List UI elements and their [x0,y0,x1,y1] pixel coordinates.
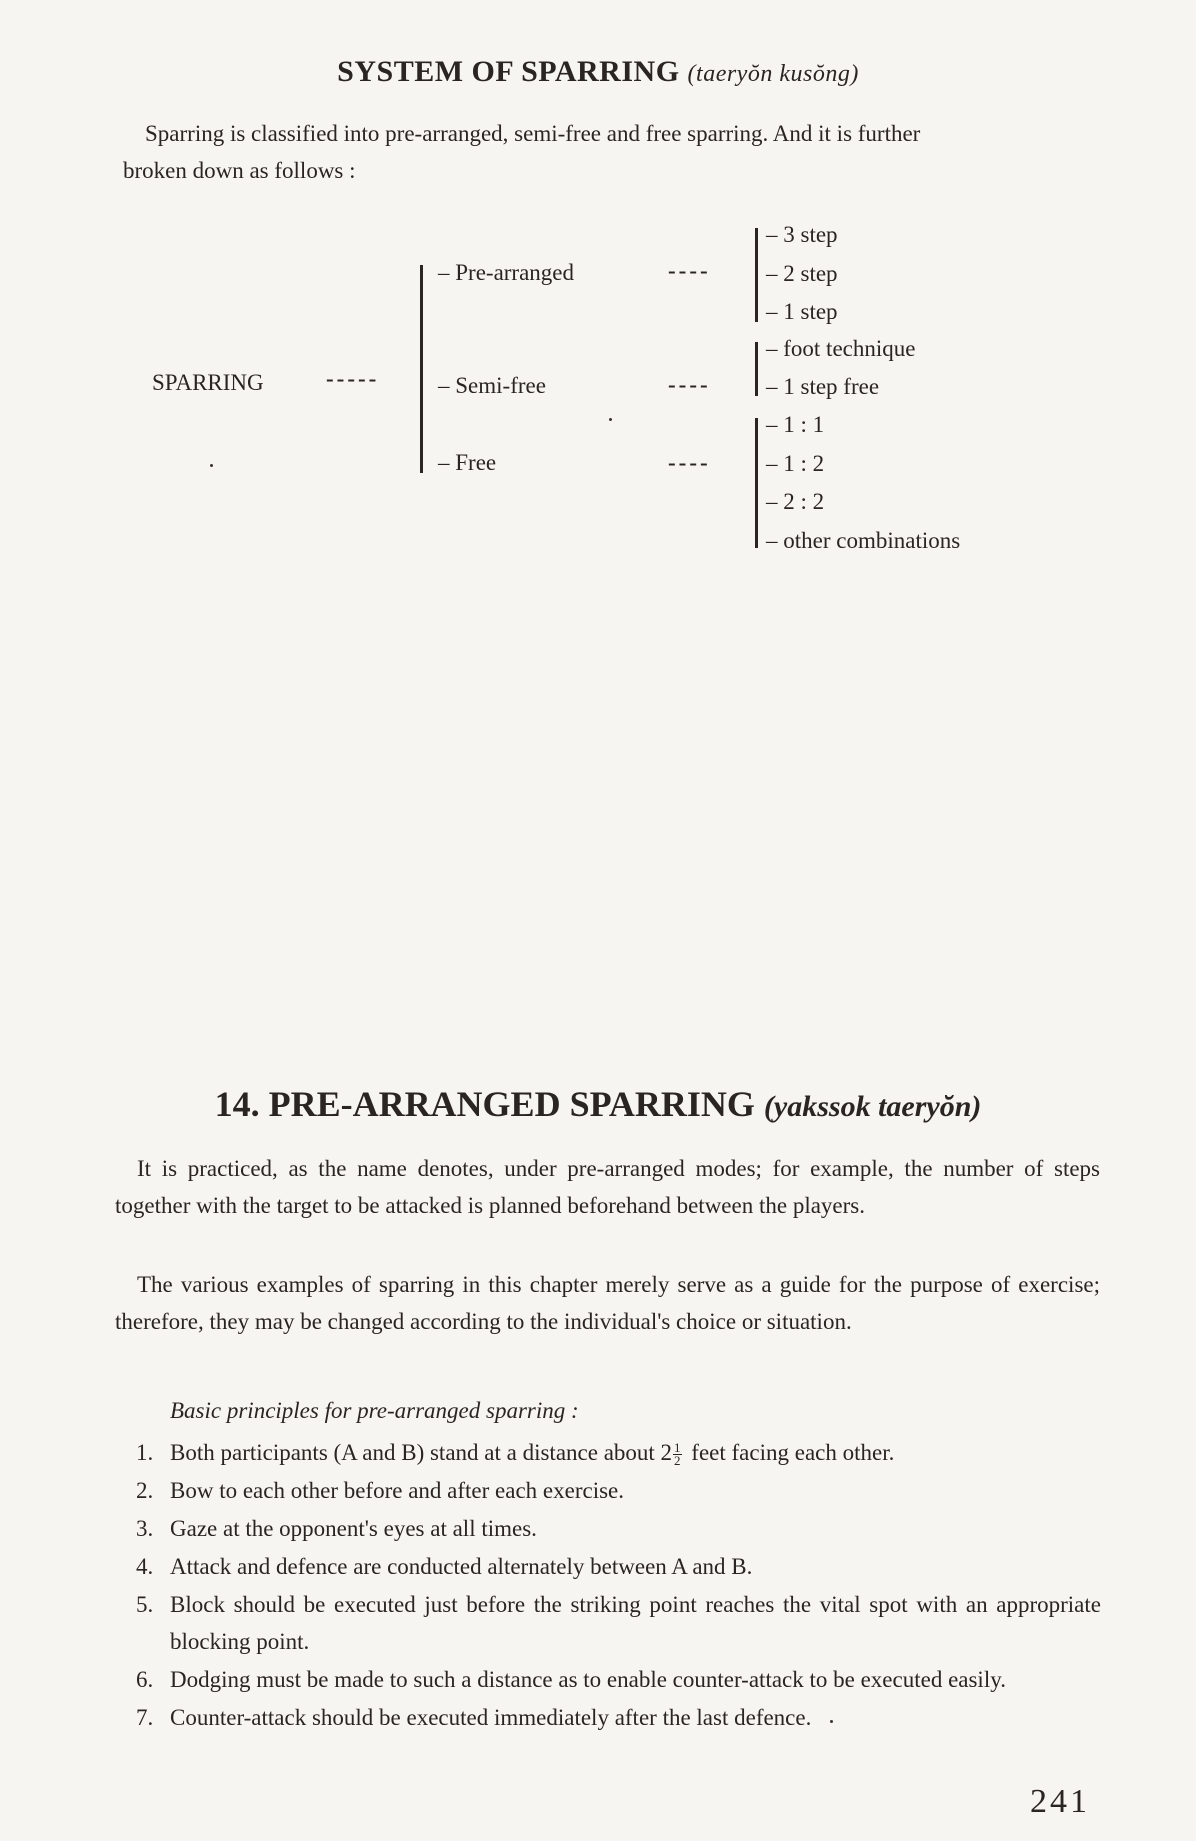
list-text-part: feet facing each other. [685,1440,895,1465]
branch-free: – Free [438,450,497,475]
list-item [136,1548,1101,1585]
list-number: 1. [136,1440,154,1465]
print-speck [609,418,612,421]
fraction-denominator: 2 [674,1453,681,1469]
paragraph-text: It is practiced, as the name denotes, under pre-arranged modes; for example, the number of steps together with the target to be attacked is planned beforehand between the players. [115,1156,1100,1218]
page-number: 241 [1030,1783,1090,1820]
branch-semi-free: – Semi-free [438,373,546,398]
list-text: Bow to each other before and after each exercise. [170,1478,625,1503]
list-item [136,1510,1101,1547]
branch-pre-arranged-connector: ---- [668,258,711,283]
principles-heading: Basic principles for pre-arranged sparring : [170,1398,579,1423]
leaf-1-step: – 1 step [766,299,838,324]
list-number: 6. [136,1667,154,1692]
list-item [136,1434,1101,1471]
paragraph-description [115,1150,1100,1224]
list-text: Dodging must be made to such a distance as to enable counter-attack to be executed easily. [170,1667,1006,1692]
leaf-other-combinations: – other combinations [766,528,961,553]
tree-root-connector: ----- [326,366,380,391]
list-item [136,1586,1101,1660]
list-text: Block should be executed just before the striking point reaches the vital spot with an appropriate blocking point. [170,1592,1101,1654]
list-number: 2. [136,1478,154,1503]
list-item [136,1699,1101,1736]
list-item [136,1661,1101,1698]
branch-semi-free-connector: ---- [668,372,711,397]
fraction-half [673,1442,682,1467]
leaf-1-to-2: – 1 : 2 [766,451,825,476]
list-number: 4. [136,1554,154,1579]
tree-branch-bracket [420,265,423,473]
list-item [136,1472,1101,1509]
leaf-2-to-2: – 2 : 2 [766,489,825,514]
leaf-1-to-1: – 1 : 1 [766,412,825,437]
list-text: Attack and defence are conducted alternately between A and B. [170,1554,753,1579]
title-main: 14. PRE-ARRANGED SPARRING [214,1084,755,1124]
branch-pre-arranged: – Pre-arranged [438,260,575,285]
principles-list [136,1434,1101,1737]
branch-free-connector: ---- [668,450,711,475]
leaf-bracket-pre-arranged [755,228,758,322]
leaf-3-step: – 3 step [766,222,838,247]
tree-root-label: SPARRING [152,370,264,395]
leaf-foot-technique: – foot technique [766,336,916,361]
section-title-pre-arranged-sparring [0,1083,1196,1125]
list-number: 5. [136,1592,154,1617]
print-speck [210,464,213,467]
section-title-system-of-sparring [0,55,1196,89]
title-main: SYSTEM OF SPARRING [337,55,680,88]
title-romanization: (taeryŏn kusŏng) [687,61,859,87]
leaf-bracket-semi-free [755,342,758,396]
leaf-bracket-free [755,418,758,548]
leaf-2-step: – 2 step [766,261,838,286]
intro-line-1: Sparring is classified into pre-arranged, semi-free and free sparring. And it is further [145,121,921,146]
intro-line-2: broken down as follows : [123,158,356,183]
intro-paragraph [123,115,1108,189]
fraction-numerator: 1 [674,1440,681,1456]
print-speck [830,1720,833,1723]
list-text: Counter-attack should be executed immediately after the last defence. [170,1705,812,1730]
list-text-part: Both participants (A and B) stand at a distance about 2 [170,1440,673,1465]
title-romanization: (yakssok taeryŏn) [763,1090,982,1123]
leaf-1-step-free: – 1 step free [766,374,880,399]
list-text [170,1434,1101,1471]
list-number: 7. [136,1705,154,1730]
list-text: Gaze at the opponent's eyes at all times. [170,1516,537,1541]
list-number: 3. [136,1516,154,1541]
paragraph-guide [115,1266,1100,1340]
paragraph-text: The various examples of sparring in this chapter merely serve as a guide for the purpose of exercise; therefore, they may be changed according to the individual's choice or situation. [115,1272,1100,1334]
